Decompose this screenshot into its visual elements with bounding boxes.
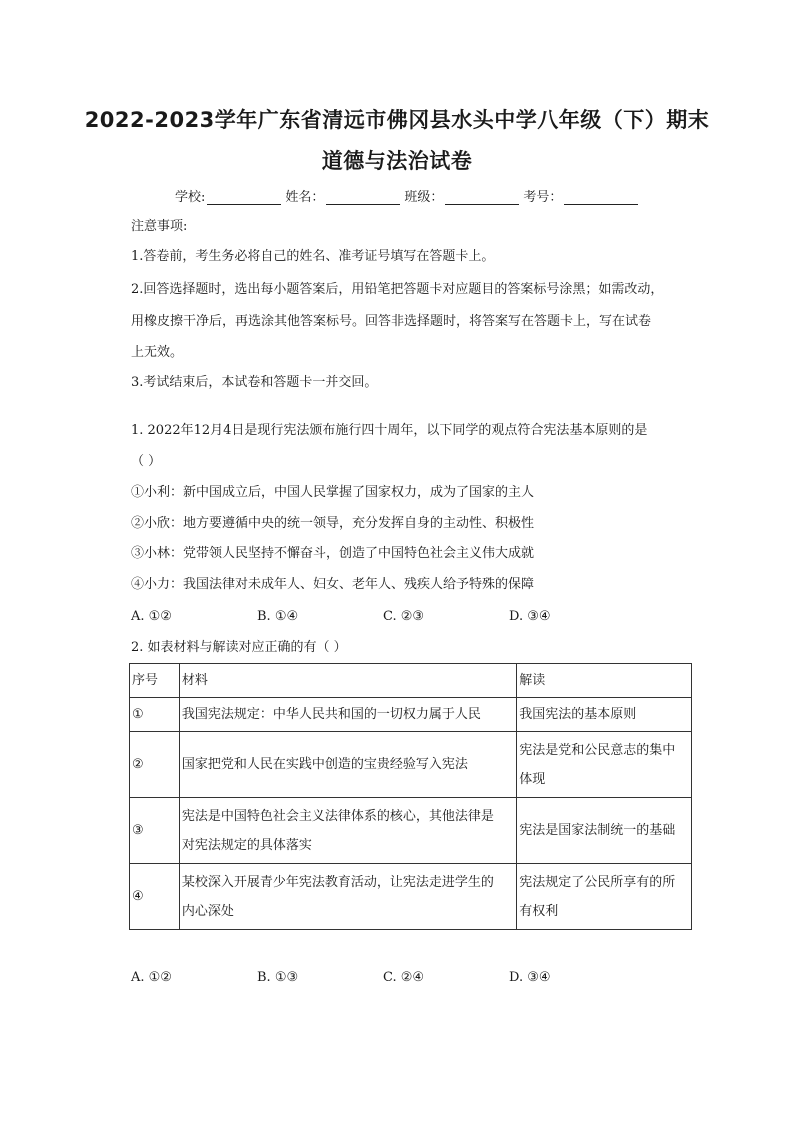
school-label: 学校: [175, 190, 206, 205]
notice-item-2-line3: 上无效。 [131, 345, 184, 360]
notice-item-1: 1.答卷前，考生务必将自己的姓名、准考证号填写在答题卡上。 [131, 249, 495, 264]
row-reading-line: 体现 [519, 771, 546, 787]
table-header-cell: 材料 [179, 664, 516, 698]
table-header-cell: 解读 [517, 664, 692, 698]
q1-options [131, 609, 635, 624]
school-blank[interactable] [207, 190, 281, 205]
notice-item-3: 3.考试结束后，本试卷和答题卡一并交回。 [131, 375, 378, 390]
q2-option-a[interactable]: A. ①② [131, 970, 172, 985]
name-label: 姓名： [285, 190, 325, 205]
q2-options [131, 970, 635, 985]
q1-statement-1: ①小利：新中国成立后，中国人民掌握了国家权力，成为了国家的主人 [131, 485, 535, 500]
table-header-row [130, 664, 692, 698]
number-label: 考号： [523, 190, 563, 205]
row-reading [517, 864, 692, 930]
q2-stem: 2. 如表材料与解读对应正确的有（ ） [131, 640, 347, 655]
row-material: 国家把党和人民在实践中创造的宝贵经验写入宪法 [179, 732, 516, 798]
table-row [130, 698, 692, 732]
q1-option-d[interactable]: D. ③④ [509, 609, 551, 624]
name-blank[interactable] [326, 190, 400, 205]
exam-title-line2: 道德与法治试卷 [321, 149, 473, 173]
notice-item-2-line1: 2.回答选择题时，选出每小题答案后，用铅笔把答题卡对应题目的答案标号涂黑；如需改动， [131, 282, 664, 297]
row-reading [517, 732, 692, 798]
class-blank[interactable] [445, 190, 519, 205]
table-row [130, 732, 692, 798]
q2-option-b[interactable]: B. ①③ [257, 970, 299, 985]
row-number: ④ [130, 864, 180, 930]
q2-table [129, 663, 692, 930]
table-row [130, 864, 692, 930]
row-material [179, 864, 516, 930]
exam-title-line1: 2022-2023学年广东省清远市佛冈县水头中学八年级（下）期末 [84, 108, 710, 132]
row-reading-line: 宪法是党和公民意志的集中 [519, 742, 676, 758]
row-material-line: 某校深入开展青少年宪法教育活动，让宪法走进学生的 [181, 874, 494, 890]
row-reading: 我国宪法的基本原则 [517, 698, 692, 732]
row-reading-line: 宪法规定了公民所享有的所 [519, 874, 676, 890]
row-number: ① [130, 698, 180, 732]
q1-statement-2: ②小欣：地方要遵循中央的统一领导，充分发挥自身的主动性、积极性 [131, 516, 535, 531]
q2-option-c[interactable]: C. ②④ [383, 970, 425, 985]
row-material: 我国宪法规定：中华人民共和国的一切权力属于人民 [179, 698, 516, 732]
q1-statement-3: ③小林：党带领人民坚持不懈奋斗，创造了中国特色社会主义伟大成就 [131, 546, 535, 561]
row-reading-line: 有权利 [519, 903, 559, 919]
row-reading: 宪法是国家法制统一的基础 [517, 798, 692, 864]
table-row [130, 798, 692, 864]
row-number: ③ [130, 798, 180, 864]
number-blank[interactable] [564, 190, 638, 205]
q1-option-b[interactable]: B. ①④ [257, 609, 299, 624]
class-label: 班级： [404, 190, 444, 205]
row-material [179, 798, 516, 864]
row-material-line: 宪法是中国特色社会主义法律体系的核心，其他法律是 [181, 808, 494, 824]
q2-option-d[interactable]: D. ③④ [509, 970, 551, 985]
row-material-line: 内心深处 [181, 903, 234, 919]
row-number: ② [130, 732, 180, 798]
q1-stem-line2: （ ） [131, 454, 162, 469]
notice-heading: 注意事项: [131, 219, 188, 234]
notice-item-2-line2: 用橡皮擦干净后，再选涂其他答案标号。回答非选择题时，将答案写在答题卡上，写在试卷 [131, 314, 652, 329]
student-info-row [175, 186, 655, 205]
q1-option-a[interactable]: A. ①② [131, 609, 172, 624]
q1-stem-line1: 1. 2022年12月4日是现行宪法颁布施行四十周年，以下同学的观点符合宪法基本原则的是 [131, 423, 648, 438]
q1-statement-4: ④小力：我国法律对未成年人、妇女、老年人、残疾人给予特殊的保障 [131, 577, 535, 592]
row-material-line: 对宪法规定的具体落实 [181, 837, 312, 853]
q1-option-c[interactable]: C. ②③ [383, 609, 425, 624]
table-header-cell: 序号 [130, 664, 180, 698]
